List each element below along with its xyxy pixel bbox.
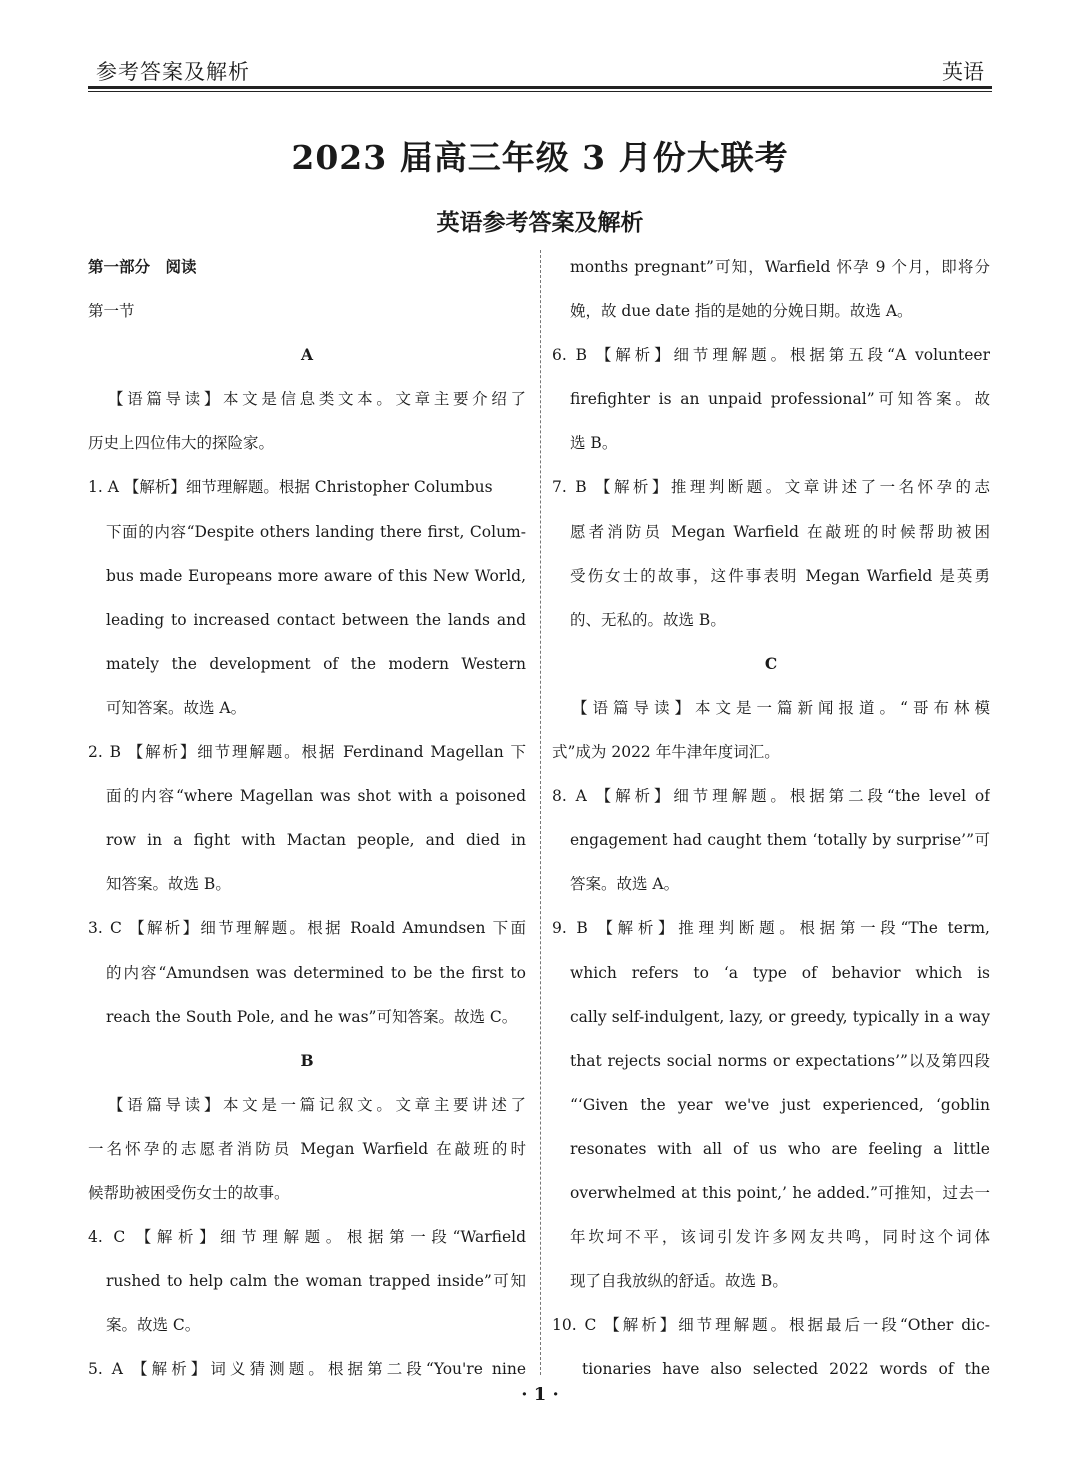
text-line: 愿者消防员 Megan Warfield 在敲班的时候帮助被困 [570, 522, 990, 541]
text-line: 的内容“Amundsen was determined to be the first to [106, 963, 526, 982]
header-rule-thin [88, 91, 992, 92]
text-line: months pregnant”可知，Warfield 怀孕 9 个月，即将分 [570, 258, 990, 276]
text-line: 【语篇导读】本文是一篇新闻报道。“哥布林模 [572, 698, 990, 717]
answer-item: 9. B 【解析】推理判断题。根据第一段“The term, [552, 919, 990, 938]
left-column [88, 245, 526, 1391]
header-right: 英语 [942, 60, 984, 84]
text-line: 年坎坷不平，该词引发许多网友共鸣，同时这个词体 [570, 1228, 990, 1247]
answer-item: 4. C 【解析】细节理解题。根据第一段“Warfield [88, 1228, 526, 1247]
answer-item: 2. B 【解析】细节理解题。根据 Ferdinand Magellan 下 [88, 743, 526, 762]
document-subtitle: 英语参考答案及解析 [436, 209, 644, 236]
text-line: resonates with all of us who are feeling a little [570, 1139, 990, 1158]
text-line: bus made Europeans more aware of this New World, [106, 566, 526, 585]
text-line: 知答案。故选 B。 [106, 875, 231, 894]
text-line: “‘Given the year we've just experienced, ‘goblin [570, 1095, 990, 1114]
passage-label-a: A [300, 345, 314, 365]
page-number: · 1 · [521, 1384, 559, 1405]
answer-item: 6. B 【解析】细节理解题。根据第五段“A volunteer [552, 346, 990, 365]
text-line: leading to increased contact between the lands and [106, 610, 526, 629]
answer-item: 10. C 【解析】细节理解题。根据最后一段“Other dic- [552, 1316, 990, 1335]
right-column [552, 245, 990, 1391]
text-line: that rejects social norms or expectations’”以及第四段 [570, 1051, 990, 1070]
answer-item: 1. A 【解析】细节理解题。根据 Christopher Columbus [88, 478, 493, 497]
text-line: 选 B。 [570, 434, 618, 453]
text-line: 候帮助被困受伤女士的故事。 [88, 1183, 290, 1202]
text-line: firefighter is an unpaid professional”可知答案。故 [570, 390, 990, 409]
text-line: 下面的内容“Despite others landing there first, Colum- [106, 522, 526, 541]
text-line: 可知答案。故选 A。 [106, 698, 247, 717]
text-line: mately the development of the modern Western [106, 654, 526, 673]
header-rule [88, 86, 992, 89]
answer-item: 8. A 【解析】细节理解题。根据第二段“the level of [552, 787, 990, 806]
page-header [88, 52, 992, 92]
passage-label-c: C [764, 653, 778, 673]
header-left: 参考答案及解析 [96, 60, 250, 84]
passage-label-b: B [300, 1050, 314, 1070]
column-divider [540, 250, 541, 1375]
text-line: cally self-indulgent, lazy, or greedy, typically in a way [570, 1007, 990, 1026]
text-line: tionaries have also selected 2022 words of the [582, 1360, 990, 1379]
text-line: 的、无私的。故选 B。 [570, 610, 726, 629]
text-line: 历史上四位伟大的探险家。 [88, 434, 275, 453]
text-line: 【语篇导读】本文是信息类文本。文章主要介绍了 [108, 390, 526, 409]
answer-item: 5. A 【解析】词义猜测题。根据第二段“You're nine [88, 1360, 526, 1379]
text-line: 一名怀孕的志愿者消防员 Megan Warfield 在敲班的时 [88, 1139, 526, 1158]
text-line: rushed to help calm the woman trapped inside”可知 [106, 1272, 526, 1291]
text-line: 受伤女士的故事，这件事表明 Megan Warfield 是英勇 [570, 566, 990, 585]
text-line: 式”成为 2022 年牛津年度词汇。 [552, 743, 780, 762]
text-line: overwhelmed at this point,’ he added.”可推知，过去一 [570, 1183, 990, 1202]
text-line: engagement had caught them ‘totally by surprise’”可 [570, 831, 990, 850]
text-line: 案。故选 C。 [106, 1316, 201, 1335]
text-line: 面的内容“where Magellan was shot with a poisoned [106, 787, 526, 806]
text-line: 娩，故 due date 指的是她的分娩日期。故选 A。 [570, 302, 913, 321]
answer-item: 7. B 【解析】推理判断题。文章讲述了一名怀孕的志 [552, 478, 990, 497]
text-line: 现了自我放纵的舒适。故选 B。 [570, 1272, 788, 1291]
subsection-heading: 第一节 [88, 302, 135, 321]
text-line: row in a fight with Mactan people, and died in [106, 831, 526, 850]
text-line: which refers to ‘a type of behavior which is [570, 963, 990, 982]
text-line: 【语篇导读】本文是一篇记叙文。文章主要讲述了 [108, 1095, 526, 1114]
text-line: 答案。故选 A。 [570, 875, 680, 894]
document-title: 2023 届高三年级 3 月份大联考 [291, 138, 789, 177]
answer-item: 3. C 【解析】细节理解题。根据 Roald Amundsen 下面 [88, 919, 526, 938]
section-heading: 第一部分 阅读 [88, 257, 197, 276]
text-line: reach the South Pole, and he was”可知答案。故选 C。 [106, 1007, 518, 1026]
